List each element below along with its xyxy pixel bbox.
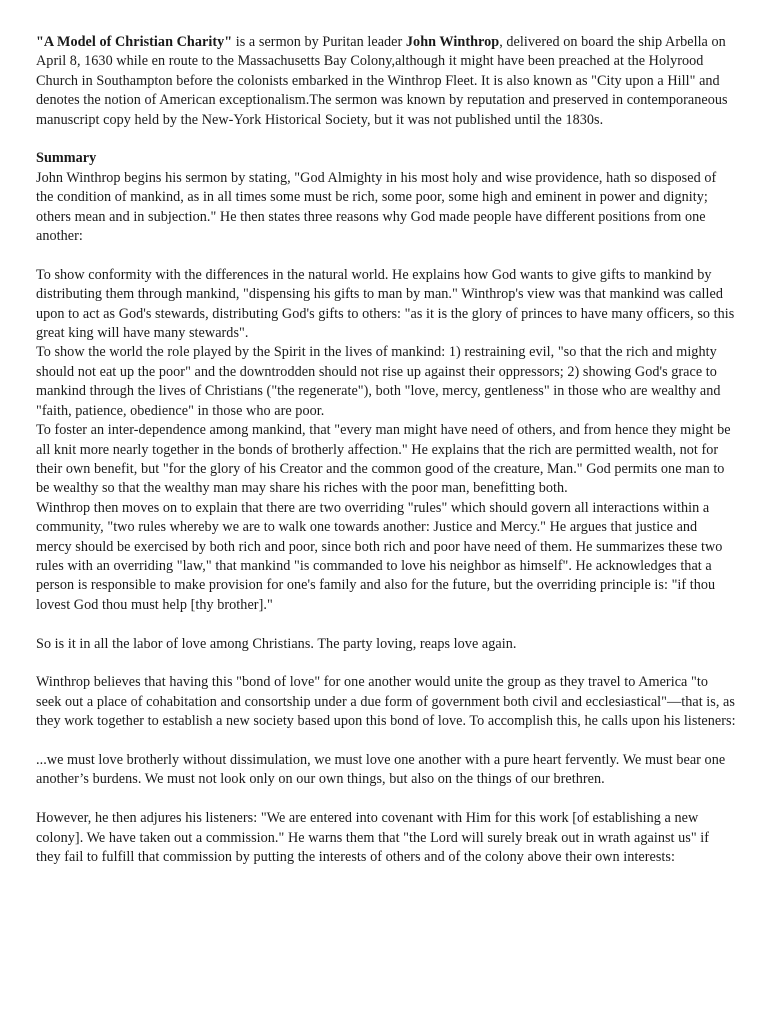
- summary-heading: [36, 149, 736, 168]
- summary-heading-text: Summary: [36, 150, 97, 167]
- love-quote-paragraph: So is it in all the labor of love among Christians. The party loving, reaps love again.: [36, 635, 517, 652]
- intro-text-part2: , delivered on board the ship Arbella on April 8, 1630 while en route to the Massachusetts Bay Colony,although it might have been preached at the Holyrood Church in Southampton before the colonists embarked in the Winthrop Fleet. It is also known as "City upon a Hill" and denotes the notion of American exceptionalism.The sermon was known by reputation and preserved in contemporaneous manuscript copy held by the New-York Historical Society, but it was not published until the 1830s.: [36, 34, 728, 128]
- reason-2-paragraph: To show the world the role played by the Spirit in the lives of mankind: 1) restraining evil, "so that the rich and mighty should not eat up the poor" and the downtrodden should not rise up against their oppressors; 2) showing God's grace to mankind through the lives of Christians ("the regenerate"), both "love, mercy, gentleness" in those who are wealthy and "faith, patience, obedience" in those who are poor.: [36, 344, 721, 419]
- bond-of-love-paragraph: Winthrop believes that having this "bond of love" for one another would unite the group as they travel to America "to seek out a place of cohabitation and consortship under a due form of government both civil and ecclesiastical"—that is, as they work together to establish a new society based upon this bond of love. To accomplish this, he calls upon his listeners:: [36, 674, 736, 730]
- intro-paragraph: [36, 33, 736, 130]
- summary-opening-paragraph: John Winthrop begins his sermon by stating, "God Almighty in his most holy and wise providence, hath so disposed of the condition of mankind, as in all times some must be rich, some poor, some high and eminent in power and dignity; others mean and in subjection." He then states three reasons why God made people have different positions from one another:: [36, 169, 717, 245]
- paragraph-gap: [36, 732, 736, 751]
- intro-text-part1: is a sermon by Puritan leader: [232, 34, 406, 50]
- paragraph-gap: [36, 246, 736, 265]
- paragraph-gap: [36, 654, 736, 673]
- covenant-paragraph: However, he then adjures his listeners: "We are entered into covenant with Him for this work [of establishing a new colony]. We have taken out a commission." He warns them that "the Lord will surely break out in wrath against us" if they fail to fulfill that commission by putting the interests of others and of the colony above their own interests:: [36, 810, 710, 865]
- paragraph-gap: [36, 790, 736, 809]
- sermon-title: "A Model of Christian Charity": [36, 34, 233, 50]
- document-page: [36, 33, 736, 867]
- brotherly-love-quote-paragraph: ...we must love brotherly without dissimulation, we must love one another with a pure heart fervently. We must bear one another’s burdens. We must not look only on our own things, but also on the things of our brethren.: [36, 751, 726, 788]
- author-name: John Winthrop: [405, 34, 500, 50]
- paragraph-gap: [36, 615, 736, 634]
- paragraph-gap: [36, 130, 736, 149]
- reason-1-paragraph: To show conformity with the differences in the natural world. He explains how God wants to give gifts to mankind by distributing them through mankind, "dispensing his gifts to man by man." Winthrop's view was that mankind was called upon to act as God's stewards, distributing God's gifts to others: "as it is the glory of princes to have many officers, so this great king will have many stewards".: [36, 266, 735, 342]
- rules-paragraph: Winthrop then moves on to explain that there are two overriding "rules" which should govern all interactions within a community, "two rules whereby we are to walk one towards another: Justice and Mercy." He argues that justice and mercy should be exercised by both rich and poor, since both rich and poor have need of them. He summarizes these two rules with an overriding "law," that mankind "is commanded to love his neighbor as himself". He acknowledges that a person is responsible to make provision for one's family and also for the future, but the overriding principle is: "if thou lovest God thou must help [thy brother].": [36, 499, 723, 613]
- reason-3-paragraph: To foster an inter-dependence among mankind, that "every man might have need of others, and from hence they might be all knit more nearly together in the bonds of brotherly affection." He explains that the rich are permitted wealth, not for their own benefit, but "for the glory of his Creator and the common good of the creature, Man." God permits one man to be wealthy so that the wealthy man may share his riches with the poor man, benefitting both.: [36, 422, 731, 497]
